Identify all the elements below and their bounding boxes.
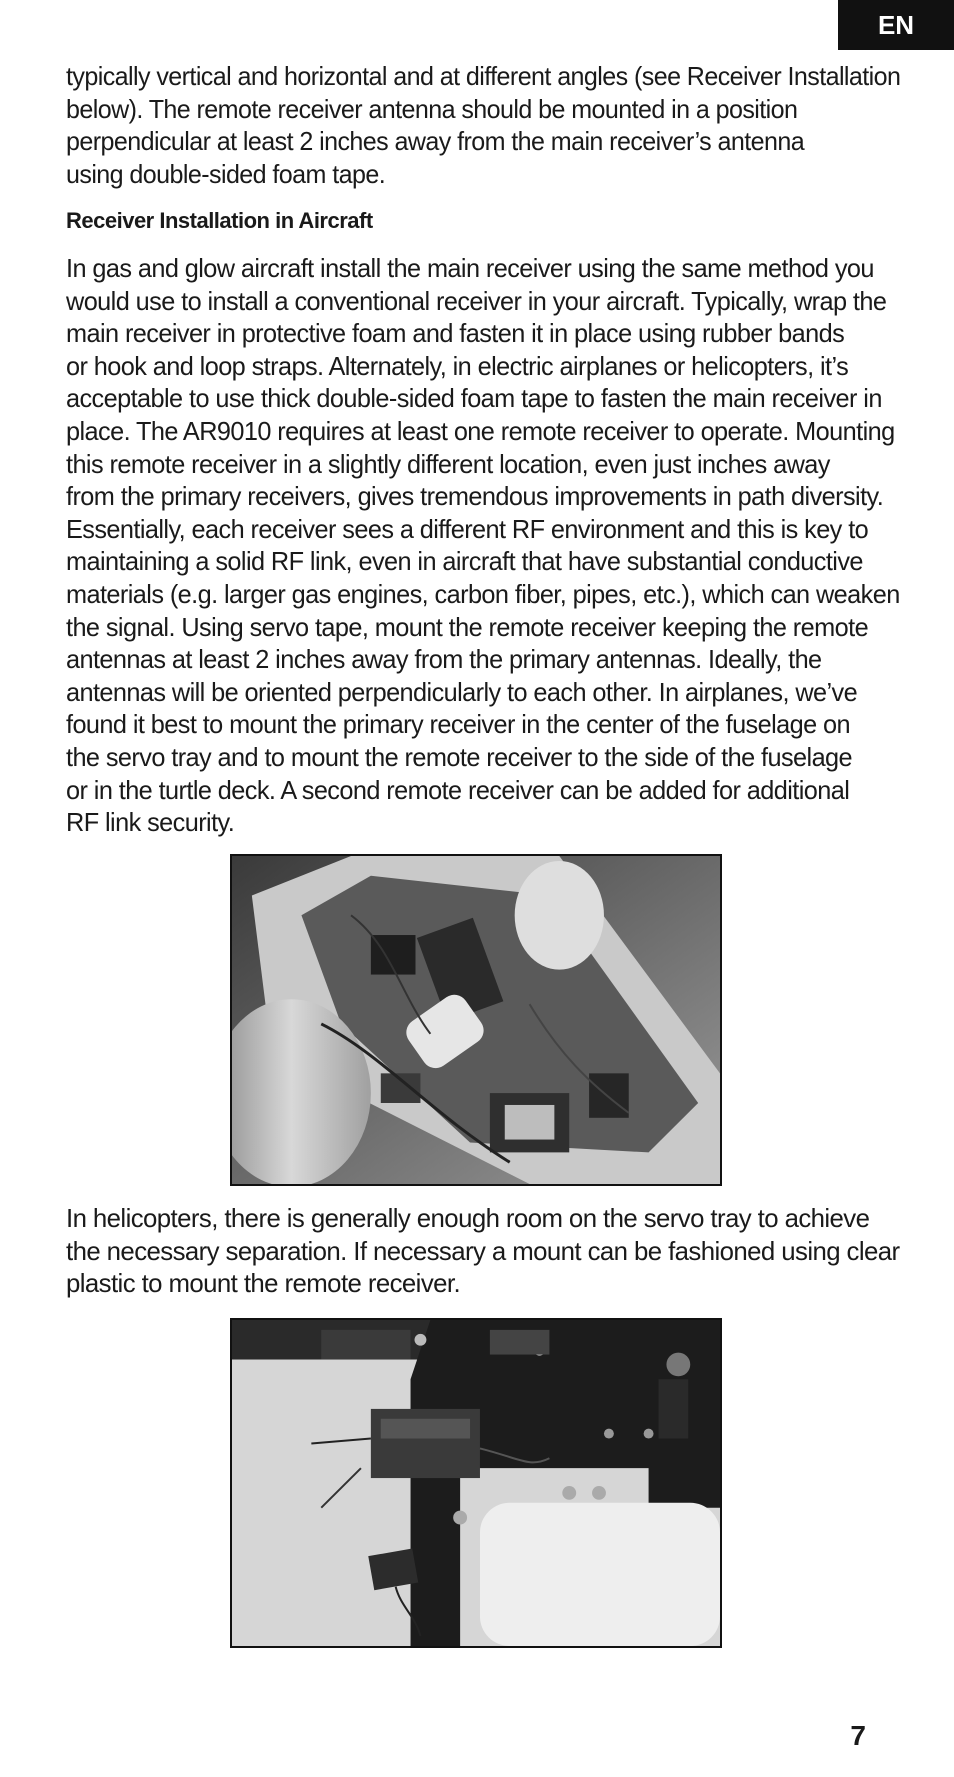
text-line: materials (e.g. larger gas engines, carbon fiber, pipes, etc.), which can weaken [66,578,900,609]
text-line: acceptable to use thick double-sided foam tape to fasten the main receiver in [66,383,882,414]
page-number: 7 [850,1720,866,1751]
text-line: antennas at least 2 inches away from the primary antennas. Ideally, the [66,644,822,675]
text-line: In gas and glow aircraft install the main receiver using the same method you [66,253,874,283]
airplane-receiver-photo [230,854,722,1186]
text-line: found it best to mount the primary receiver in the center of the fuselage on [66,709,851,740]
text-line: or hook and loop straps. Alternately, in electric airplanes or helicopters, it’s [66,350,849,381]
text-line: this remote receiver in a slightly different location, even just inches away [66,448,830,479]
text-line: typically vertical and horizontal and at different angles (see Receiver Installation [66,61,901,91]
aircraft-install-paragraph [66,252,900,839]
text-line: using double-sided foam tape. [66,158,386,189]
helicopter-paragraph [66,1202,900,1300]
text-line: In helicopters, there is generally enough room on the servo tray to achieve [66,1203,870,1233]
intro-paragraph [66,60,901,190]
helicopter-receiver-photo [230,1318,722,1648]
text-line: below). The remote receiver antenna should be mounted in a position [66,93,798,124]
text-line: maintaining a solid RF link, even in aircraft that have substantial conductive [66,546,863,577]
text-line: antennas will be oriented perpendicularly to each other. In airplanes, we’ve [66,676,858,707]
text-line: main receiver in protective foam and fasten it in place using rubber bands [66,318,845,349]
text-line: from the primary receivers, gives tremendous improvements in path diversity. [66,481,884,512]
text-line: the servo tray and to mount the remote receiver to the side of the fuselage [66,741,853,772]
text-line: the signal. Using servo tape, mount the remote receiver keeping the remote [66,611,869,642]
text-line: or in the turtle deck. A second remote receiver can be added for additional [66,774,850,805]
text-line: Essentially, each receiver sees a different RF environment and this is key to [66,513,869,544]
text-line: RF link security. [66,807,235,838]
language-tab: EN [838,0,954,50]
text-line: plastic to mount the remote receiver. [66,1268,461,1299]
text-line: the necessary separation. If necessary a mount can be fashioned using clear [66,1235,900,1266]
section-heading: Receiver Installation in Aircraft [66,208,373,233]
text-line: perpendicular at least 2 inches away from the main receiver’s antenna [66,126,805,157]
text-line: would use to install a conventional receiver in your aircraft. Typically, wrap the [66,285,887,316]
text-line: place. The AR9010 requires at least one remote receiver to operate. Mounting [66,415,895,446]
